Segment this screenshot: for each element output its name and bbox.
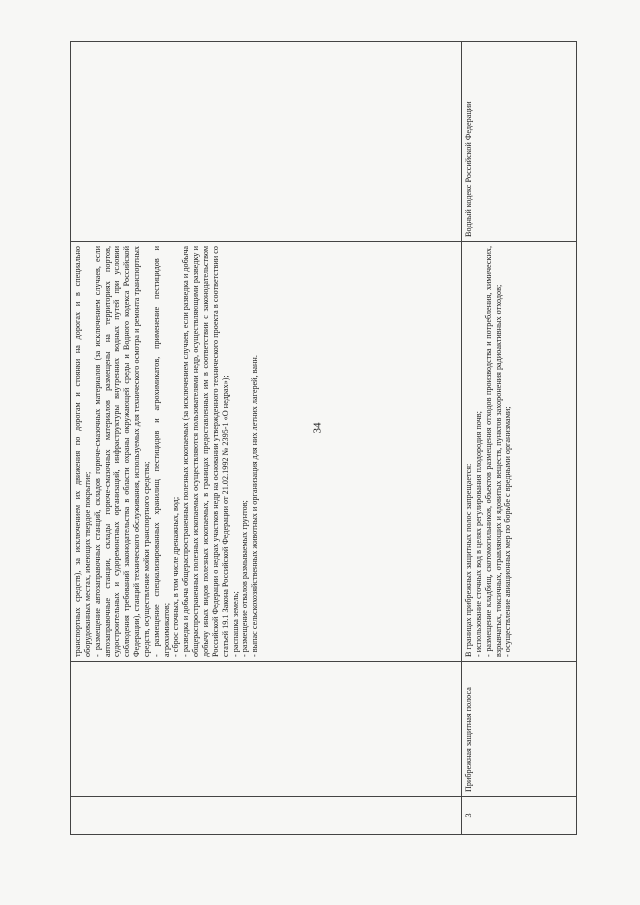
zone-cell: Прибрежная защитная полоса	[462, 662, 577, 797]
restriction-line: - размещение кладбищ, скотомогильников, объектов размещения отходов производства и потребления, химических, взрывчатых, токсичных, отравляющих и ядовитых веществ, пунктов захоронения радиоактивных отходов;	[483, 246, 503, 657]
restriction-line: - выпас сельскохозяйственных животных и организация для них летних лагерей, ванн.	[250, 355, 260, 657]
table-row	[462, 42, 577, 835]
zone-cell	[71, 662, 462, 797]
restriction-line: - размещение автозаправочных станций, складов горюче-смазочных материалов (за исключением случаев, если автозаправочные станции, склады горюче-смазочных материалов размещены на территориях портов, судостроительных и судоремонтных организаций, инфраструктуры внутренних водных путей при условии соблюдения требований законодательства в области охраны окружающей среды и Водного кодекса Российской Федерации), станций технического обслуживания, используемых для технического осмотра и ремонта транспортных средств, осуществление мойки транспортного средства;	[92, 246, 151, 657]
restriction-line: В границах прибрежных защитных полос запрещается:	[464, 463, 473, 657]
restriction-line: - размещение отвалов размываемых грунтов;	[240, 500, 250, 657]
row-number-cell: 3	[462, 797, 577, 835]
source-cell: Водный кодекс Российской Федерации	[462, 42, 577, 242]
page-number: 34	[311, 422, 324, 434]
restriction-line: - разведка и добыча общераспространенных полезных ископаемых (за исключением случаев, если разведка и добыча общераспространенных полезных ископаемых осуществляются пользователями недр, осуществляющими разведку и добычу иных видов полезных ископаемых, в границах предоставленных им в соответствии с законодательством Российской Федерации о недрах участков недр на основании утвержденного технического проекта в соответствии со статьей 19.1 Закона Российской Федерации от 21.02.1992 № 2395-1 «О недрах»);	[181, 246, 230, 657]
restriction-line: транспортных средств), за исключением их движения по дорогам и стоянки на дорогах и в специально оборудованных местах, имеющих твердое покрытие;	[73, 246, 92, 657]
restriction-line: - использование сточных вод в целях регулирования плодородия почв;	[473, 411, 483, 657]
restriction-line: - осуществление авиационных мер по борьбе с вредными организмами;	[503, 406, 513, 657]
restrictions-table	[70, 41, 577, 835]
restriction-line: - размещение специализированных хранилищ пестицидов и агрохимикатов, применение пестицидов и агрохимикатов;	[151, 246, 171, 657]
row-number-cell	[71, 797, 462, 835]
restrictions-cell	[71, 242, 462, 662]
restrictions-cell	[462, 242, 577, 662]
rotated-table-wrapper	[70, 42, 576, 835]
restriction-line: - распашка земель;	[230, 591, 240, 657]
restriction-line: - сброс сточных, в том числе дренажных, вод;	[171, 496, 181, 657]
source-cell	[71, 42, 462, 242]
table-row	[71, 42, 462, 835]
